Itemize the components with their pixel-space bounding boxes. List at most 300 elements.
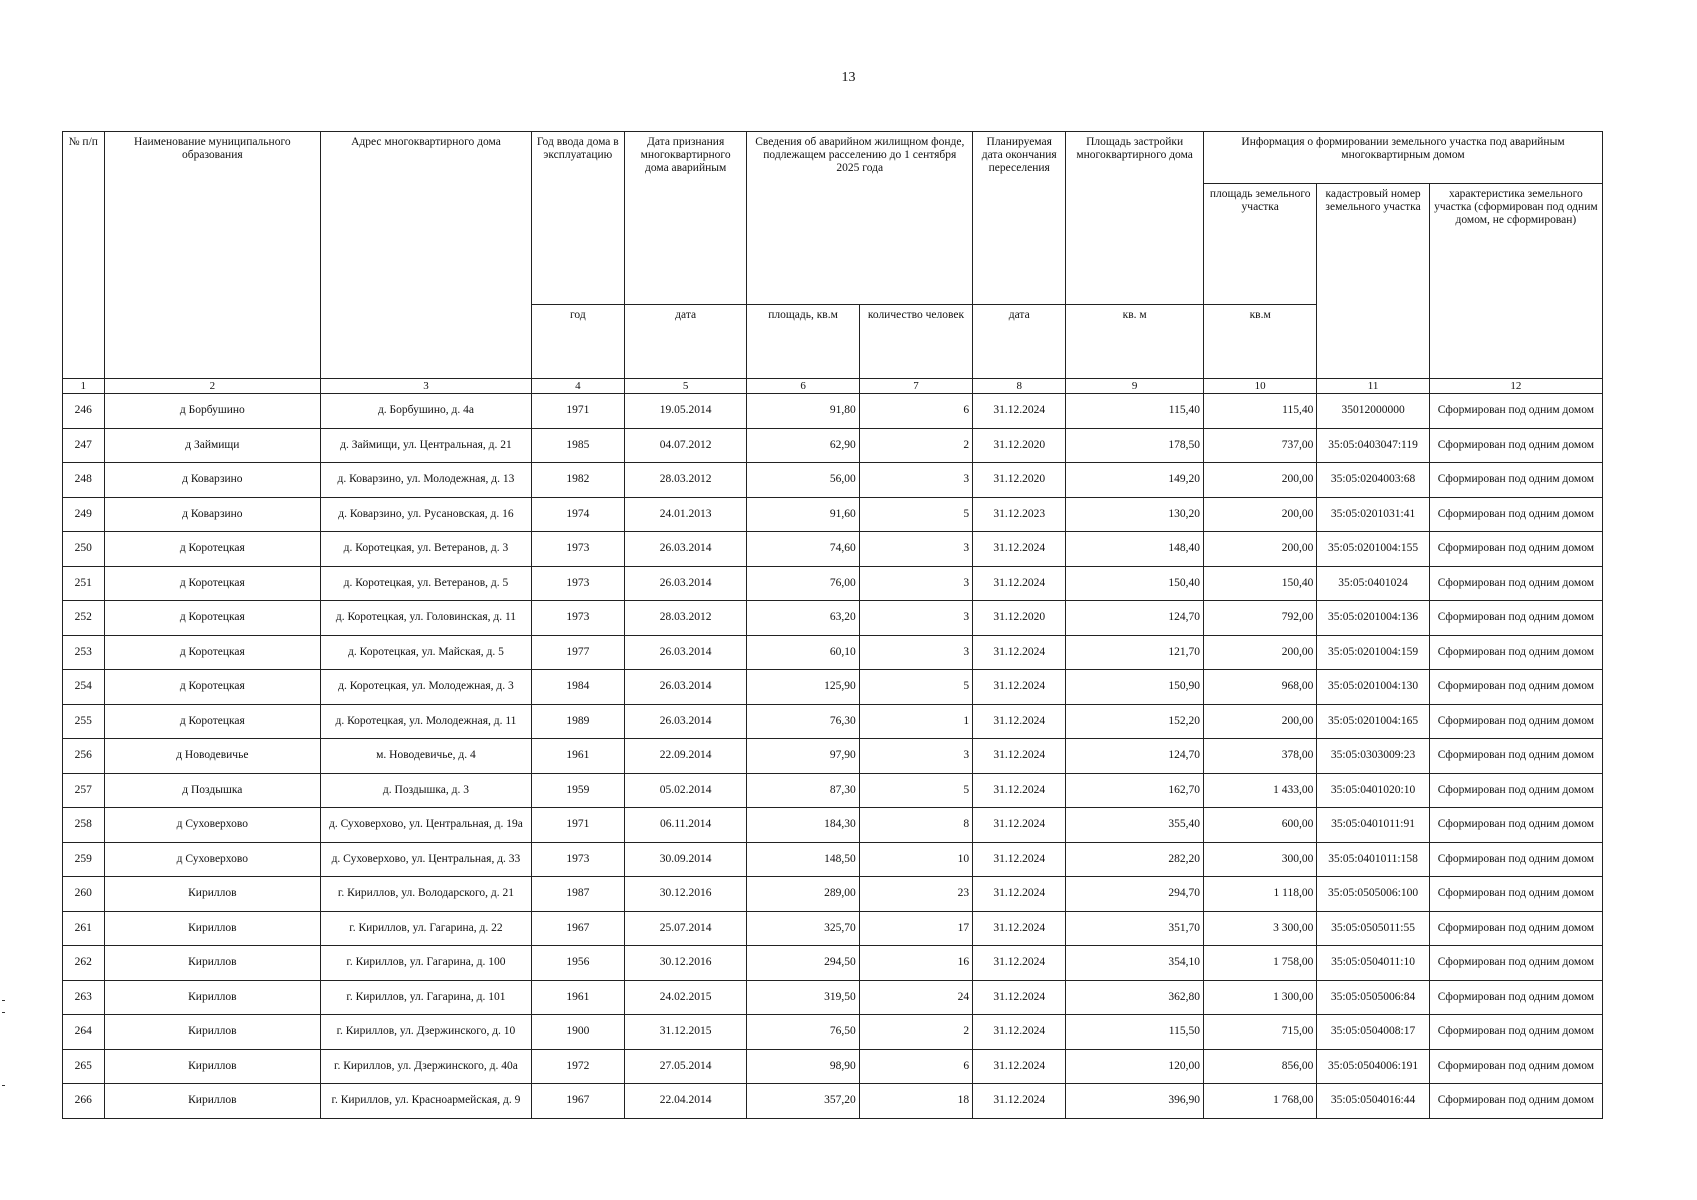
people-count-cell: 3 — [859, 463, 972, 498]
land-characteristic-cell: Сформирован под одним домом — [1429, 946, 1602, 981]
municipality-cell: д Коротецкая — [104, 601, 321, 636]
emergency-area-cell: 91,80 — [747, 394, 859, 429]
people-count-cell: 24 — [859, 980, 972, 1015]
unit-build-kvm: кв. м — [1066, 305, 1204, 379]
planned-end-date-cell: 31.12.2024 — [973, 635, 1066, 670]
row-number-cell: 247 — [63, 428, 105, 463]
cadastral-number-cell: 35:05:0401011:158 — [1317, 842, 1429, 877]
emergency-area-cell: 294,50 — [747, 946, 859, 981]
column-number: 1 — [63, 379, 105, 394]
address-cell: г. Кириллов, ул. Гагарина, д. 100 — [321, 946, 532, 981]
municipality-cell: Кириллов — [104, 1049, 321, 1084]
recognition-date-cell: 26.03.2014 — [624, 566, 747, 601]
address-cell: м. Новодевичье, д. 4 — [321, 739, 532, 774]
unit-land-kvm: кв.м — [1203, 305, 1316, 379]
header-land-info: Информация о формировании земельного участка под аварийным многоквартирным домом — [1203, 132, 1602, 184]
emergency-area-cell: 98,90 — [747, 1049, 859, 1084]
land-area-cell: 200,00 — [1203, 532, 1316, 567]
header-planned-end: Планируемая дата окончания переселения — [973, 132, 1066, 305]
land-area-cell: 150,40 — [1203, 566, 1316, 601]
column-number: 11 — [1317, 379, 1429, 394]
year-built-cell: 1971 — [531, 394, 624, 429]
unit-date: дата — [624, 305, 747, 379]
header-land-char: характеристика земельного участка (сформирован под одним домом, не сформирован) — [1429, 184, 1602, 379]
planned-end-date-cell: 31.12.2024 — [973, 670, 1066, 705]
land-characteristic-cell: Сформирован под одним домом — [1429, 980, 1602, 1015]
cadastral-number-cell: 35:05:0403047:119 — [1317, 428, 1429, 463]
planned-end-date-cell: 31.12.2024 — [973, 1015, 1066, 1050]
year-built-cell: 1972 — [531, 1049, 624, 1084]
land-area-cell: 856,00 — [1203, 1049, 1316, 1084]
table-row — [63, 911, 1603, 946]
column-number: 6 — [747, 379, 859, 394]
recognition-date-cell: 05.02.2014 — [624, 773, 747, 808]
row-number-cell: 260 — [63, 877, 105, 912]
table-row — [63, 497, 1603, 532]
land-area-cell: 200,00 — [1203, 497, 1316, 532]
land-area-cell: 600,00 — [1203, 808, 1316, 843]
planned-end-date-cell: 31.12.2024 — [973, 842, 1066, 877]
municipality-cell: Кириллов — [104, 1084, 321, 1119]
people-count-cell: 10 — [859, 842, 972, 877]
table-row — [63, 946, 1603, 981]
municipality-cell: д Коротецкая — [104, 670, 321, 705]
recognition-date-cell: 30.09.2014 — [624, 842, 747, 877]
land-area-cell: 715,00 — [1203, 1015, 1316, 1050]
table-row — [63, 1084, 1603, 1119]
row-number-cell: 257 — [63, 773, 105, 808]
land-characteristic-cell: Сформирован под одним домом — [1429, 601, 1602, 636]
municipality-cell: д Суховерхово — [104, 842, 321, 877]
recognition-date-cell: 06.11.2014 — [624, 808, 747, 843]
people-count-cell: 6 — [859, 394, 972, 429]
header-build-area: Площадь застройки многоквартирного дома — [1066, 132, 1204, 305]
land-area-cell: 737,00 — [1203, 428, 1316, 463]
table-row — [63, 394, 1603, 429]
build-area-cell: 150,40 — [1066, 566, 1204, 601]
address-cell: д. Коротецкая, ул. Головинская, д. 11 — [321, 601, 532, 636]
emergency-area-cell: 91,60 — [747, 497, 859, 532]
address-cell: д. Коротецкая, ул. Молодежная, д. 11 — [321, 704, 532, 739]
planned-end-date-cell: 31.12.2024 — [973, 394, 1066, 429]
land-characteristic-cell: Сформирован под одним домом — [1429, 1015, 1602, 1050]
build-area-cell: 162,70 — [1066, 773, 1204, 808]
recognition-date-cell: 26.03.2014 — [624, 670, 747, 705]
table-row — [63, 980, 1603, 1015]
recognition-date-cell: 22.04.2014 — [624, 1084, 747, 1119]
scan-mark — [2, 1085, 5, 1086]
year-built-cell: 1961 — [531, 739, 624, 774]
municipality-cell: д Коварзино — [104, 463, 321, 498]
table-row — [63, 877, 1603, 912]
table-row — [63, 1049, 1603, 1084]
cadastral-number-cell: 35:05:0401020:10 — [1317, 773, 1429, 808]
year-built-cell: 1974 — [531, 497, 624, 532]
planned-end-date-cell: 31.12.2024 — [973, 911, 1066, 946]
build-area-cell: 121,70 — [1066, 635, 1204, 670]
municipality-cell: Кириллов — [104, 877, 321, 912]
header-address: Адрес многоквартирного дома — [321, 132, 532, 379]
land-characteristic-cell: Сформирован под одним домом — [1429, 1084, 1602, 1119]
address-cell: г. Кириллов, ул. Дзержинского, д. 40а — [321, 1049, 532, 1084]
header-cadastral: кадастровый номер земельного участка — [1317, 184, 1429, 379]
emergency-area-cell: 62,90 — [747, 428, 859, 463]
emergency-area-cell: 148,50 — [747, 842, 859, 877]
planned-end-date-cell: 31.12.2020 — [973, 463, 1066, 498]
build-area-cell: 355,40 — [1066, 808, 1204, 843]
year-built-cell: 1959 — [531, 773, 624, 808]
column-number: 9 — [1066, 379, 1204, 394]
emergency-housing-table — [62, 131, 1603, 1119]
cadastral-number-cell: 35:05:0201004:155 — [1317, 532, 1429, 567]
land-characteristic-cell: Сформирован под одним домом — [1429, 428, 1602, 463]
year-built-cell: 1967 — [531, 911, 624, 946]
municipality-cell: Кириллов — [104, 1015, 321, 1050]
land-area-cell: 1 433,00 — [1203, 773, 1316, 808]
table-row — [63, 428, 1603, 463]
table-row — [63, 808, 1603, 843]
land-area-cell: 1 758,00 — [1203, 946, 1316, 981]
people-count-cell: 5 — [859, 773, 972, 808]
emergency-area-cell: 319,50 — [747, 980, 859, 1015]
row-number-cell: 251 — [63, 566, 105, 601]
planned-end-date-cell: 31.12.2024 — [973, 946, 1066, 981]
build-area-cell: 178,50 — [1066, 428, 1204, 463]
cadastral-number-cell: 35:05:0201004:136 — [1317, 601, 1429, 636]
land-characteristic-cell: Сформирован под одним домом — [1429, 911, 1602, 946]
people-count-cell: 1 — [859, 704, 972, 739]
land-area-cell: 1 118,00 — [1203, 877, 1316, 912]
address-cell: г. Кириллов, ул. Гагарина, д. 22 — [321, 911, 532, 946]
unit-year: год — [531, 305, 624, 379]
land-characteristic-cell: Сформирован под одним домом — [1429, 497, 1602, 532]
emergency-area-cell: 76,00 — [747, 566, 859, 601]
people-count-cell: 3 — [859, 532, 972, 567]
build-area-cell: 115,40 — [1066, 394, 1204, 429]
municipality-cell: д Коротецкая — [104, 704, 321, 739]
address-cell: д. Коварзино, ул. Молодежная, д. 13 — [321, 463, 532, 498]
build-area-cell: 354,10 — [1066, 946, 1204, 981]
build-area-cell: 150,90 — [1066, 670, 1204, 705]
table-row — [63, 1015, 1603, 1050]
year-built-cell: 1984 — [531, 670, 624, 705]
emergency-area-cell: 289,00 — [747, 877, 859, 912]
year-built-cell: 1973 — [531, 566, 624, 601]
row-number-cell: 256 — [63, 739, 105, 774]
emergency-area-cell: 76,50 — [747, 1015, 859, 1050]
land-characteristic-cell: Сформирован под одним домом — [1429, 773, 1602, 808]
planned-end-date-cell: 31.12.2024 — [973, 739, 1066, 774]
land-area-cell: 200,00 — [1203, 635, 1316, 670]
recognition-date-cell: 26.03.2014 — [624, 704, 747, 739]
build-area-cell: 124,70 — [1066, 739, 1204, 774]
planned-end-date-cell: 31.12.2020 — [973, 601, 1066, 636]
cadastral-number-cell: 35:05:0504008:17 — [1317, 1015, 1429, 1050]
people-count-cell: 6 — [859, 1049, 972, 1084]
land-area-cell: 968,00 — [1203, 670, 1316, 705]
row-number-cell: 246 — [63, 394, 105, 429]
emergency-area-cell: 357,20 — [747, 1084, 859, 1119]
year-built-cell: 1973 — [531, 842, 624, 877]
municipality-cell: д Коротецкая — [104, 532, 321, 567]
table-row — [63, 635, 1603, 670]
cadastral-number-cell: 35:05:0504016:44 — [1317, 1084, 1429, 1119]
column-number: 12 — [1429, 379, 1602, 394]
cadastral-number-cell: 35:05:0504006:191 — [1317, 1049, 1429, 1084]
column-number: 4 — [531, 379, 624, 394]
land-characteristic-cell: Сформирован под одним домом — [1429, 463, 1602, 498]
row-number-cell: 248 — [63, 463, 105, 498]
column-number: 5 — [624, 379, 747, 394]
land-area-cell: 300,00 — [1203, 842, 1316, 877]
emergency-area-cell: 184,30 — [747, 808, 859, 843]
planned-end-date-cell: 31.12.2020 — [973, 428, 1066, 463]
municipality-cell: Кириллов — [104, 946, 321, 981]
emergency-area-cell: 76,30 — [747, 704, 859, 739]
cadastral-number-cell: 35:05:0401011:91 — [1317, 808, 1429, 843]
header-land-area: площадь земельного участка — [1203, 184, 1316, 305]
page-number: 13 — [841, 70, 856, 85]
table-row — [63, 601, 1603, 636]
land-characteristic-cell: Сформирован под одним домом — [1429, 842, 1602, 877]
land-characteristic-cell: Сформирован под одним домом — [1429, 532, 1602, 567]
people-count-cell: 23 — [859, 877, 972, 912]
row-number-cell: 258 — [63, 808, 105, 843]
header-municipality: Наименование муниципального образования — [104, 132, 321, 379]
row-number-cell: 264 — [63, 1015, 105, 1050]
land-characteristic-cell: Сформирован под одним домом — [1429, 808, 1602, 843]
column-number: 2 — [104, 379, 321, 394]
land-characteristic-cell: Сформирован под одним домом — [1429, 670, 1602, 705]
people-count-cell: 8 — [859, 808, 972, 843]
planned-end-date-cell: 31.12.2023 — [973, 497, 1066, 532]
municipality-cell: Кириллов — [104, 911, 321, 946]
people-count-cell: 5 — [859, 497, 972, 532]
row-number-cell: 252 — [63, 601, 105, 636]
row-number-cell: 265 — [63, 1049, 105, 1084]
table-row — [63, 463, 1603, 498]
table-row — [63, 842, 1603, 877]
address-cell: д. Коротецкая, ул. Майская, д. 5 — [321, 635, 532, 670]
cadastral-number-cell: 35:05:0505006:84 — [1317, 980, 1429, 1015]
recognition-date-cell: 22.09.2014 — [624, 739, 747, 774]
recognition-date-cell: 04.07.2012 — [624, 428, 747, 463]
column-number: 10 — [1203, 379, 1316, 394]
build-area-cell: 115,50 — [1066, 1015, 1204, 1050]
address-cell: г. Кириллов, ул. Красноармейская, д. 9 — [321, 1084, 532, 1119]
year-built-cell: 1985 — [531, 428, 624, 463]
build-area-cell: 120,00 — [1066, 1049, 1204, 1084]
row-number-cell: 261 — [63, 911, 105, 946]
planned-end-date-cell: 31.12.2024 — [973, 566, 1066, 601]
recognition-date-cell: 24.02.2015 — [624, 980, 747, 1015]
header-num: № п/п — [63, 132, 105, 379]
scan-mark — [2, 1000, 5, 1001]
row-number-cell: 250 — [63, 532, 105, 567]
planned-end-date-cell: 31.12.2024 — [973, 1049, 1066, 1084]
recognition-date-cell: 28.03.2012 — [624, 601, 747, 636]
people-count-cell: 3 — [859, 739, 972, 774]
build-area-cell: 148,40 — [1066, 532, 1204, 567]
build-area-cell: 362,80 — [1066, 980, 1204, 1015]
build-area-cell: 282,20 — [1066, 842, 1204, 877]
row-number-cell: 262 — [63, 946, 105, 981]
header-emergency-info: Сведения об аварийном жилищном фонде, подлежащем расселению до 1 сентября 2025 года — [747, 132, 973, 305]
cadastral-number-cell: 35:05:0401024 — [1317, 566, 1429, 601]
recognition-date-cell: 28.03.2012 — [624, 463, 747, 498]
scan-mark — [2, 1012, 5, 1013]
table-body — [63, 394, 1603, 1119]
year-built-cell: 1973 — [531, 532, 624, 567]
municipality-cell: д Борбушино — [104, 394, 321, 429]
unit-people: количество человек — [859, 305, 972, 379]
address-cell: д. Поздышка, д. 3 — [321, 773, 532, 808]
address-cell: г. Кириллов, ул. Гагарина, д. 101 — [321, 980, 532, 1015]
land-characteristic-cell: Сформирован под одним домом — [1429, 394, 1602, 429]
cadastral-number-cell: 35:05:0303009:23 — [1317, 739, 1429, 774]
table-row — [63, 704, 1603, 739]
year-built-cell: 1961 — [531, 980, 624, 1015]
year-built-cell: 1973 — [531, 601, 624, 636]
municipality-cell: д Поздышка — [104, 773, 321, 808]
municipality-cell: д Коварзино — [104, 497, 321, 532]
recognition-date-cell: 19.05.2014 — [624, 394, 747, 429]
land-area-cell: 378,00 — [1203, 739, 1316, 774]
address-cell: г. Кириллов, ул. Дзержинского, д. 10 — [321, 1015, 532, 1050]
recognition-date-cell: 24.01.2013 — [624, 497, 747, 532]
recognition-date-cell: 26.03.2014 — [624, 532, 747, 567]
table-row — [63, 532, 1603, 567]
cadastral-number-cell: 35:05:0505006:100 — [1317, 877, 1429, 912]
unit-date-end: дата — [973, 305, 1066, 379]
planned-end-date-cell: 31.12.2024 — [973, 773, 1066, 808]
address-cell: д. Коротецкая, ул. Ветеранов, д. 3 — [321, 532, 532, 567]
municipality-cell: д Коротецкая — [104, 566, 321, 601]
recognition-date-cell: 27.05.2014 — [624, 1049, 747, 1084]
land-characteristic-cell: Сформирован под одним домом — [1429, 1049, 1602, 1084]
cadastral-number-cell: 35:05:0505011:55 — [1317, 911, 1429, 946]
emergency-area-cell: 56,00 — [747, 463, 859, 498]
recognition-date-cell: 26.03.2014 — [624, 635, 747, 670]
row-number-cell: 263 — [63, 980, 105, 1015]
municipality-cell: д Новодевичье — [104, 739, 321, 774]
land-characteristic-cell: Сформирован под одним домом — [1429, 566, 1602, 601]
header-year-built: Год ввода дома в эксплуатацию — [531, 132, 624, 305]
land-area-cell: 200,00 — [1203, 704, 1316, 739]
year-built-cell: 1956 — [531, 946, 624, 981]
column-number-row — [63, 379, 1603, 394]
build-area-cell: 130,20 — [1066, 497, 1204, 532]
land-area-cell: 1 300,00 — [1203, 980, 1316, 1015]
emergency-area-cell: 63,20 — [747, 601, 859, 636]
build-area-cell: 351,70 — [1066, 911, 1204, 946]
land-area-cell: 115,40 — [1203, 394, 1316, 429]
build-area-cell: 124,70 — [1066, 601, 1204, 636]
planned-end-date-cell: 31.12.2024 — [973, 1084, 1066, 1119]
people-count-cell: 5 — [859, 670, 972, 705]
people-count-cell: 3 — [859, 566, 972, 601]
cadastral-number-cell: 35012000000 — [1317, 394, 1429, 429]
municipality-cell: д Коротецкая — [104, 635, 321, 670]
table-row — [63, 739, 1603, 774]
planned-end-date-cell: 31.12.2024 — [973, 704, 1066, 739]
emergency-area-cell: 325,70 — [747, 911, 859, 946]
address-cell: д. Суховерхово, ул. Центральная, д. 19а — [321, 808, 532, 843]
planned-end-date-cell: 31.12.2024 — [973, 532, 1066, 567]
people-count-cell: 16 — [859, 946, 972, 981]
emergency-area-cell: 74,60 — [747, 532, 859, 567]
cadastral-number-cell: 35:05:0201004:159 — [1317, 635, 1429, 670]
land-area-cell: 1 768,00 — [1203, 1084, 1316, 1119]
planned-end-date-cell: 31.12.2024 — [973, 980, 1066, 1015]
address-cell: д. Коротецкая, ул. Молодежная, д. 3 — [321, 670, 532, 705]
land-characteristic-cell: Сформирован под одним домом — [1429, 635, 1602, 670]
year-built-cell: 1971 — [531, 808, 624, 843]
address-cell: д. Коварзино, ул. Русановская, д. 16 — [321, 497, 532, 532]
planned-end-date-cell: 31.12.2024 — [973, 877, 1066, 912]
land-characteristic-cell: Сформирован под одним домом — [1429, 877, 1602, 912]
address-cell: д. Борбушино, д. 4а — [321, 394, 532, 429]
build-area-cell: 396,90 — [1066, 1084, 1204, 1119]
emergency-area-cell: 97,90 — [747, 739, 859, 774]
cadastral-number-cell: 35:05:0201004:130 — [1317, 670, 1429, 705]
municipality-cell: д Суховерхово — [104, 808, 321, 843]
build-area-cell: 149,20 — [1066, 463, 1204, 498]
emergency-area-cell: 125,90 — [747, 670, 859, 705]
table-row — [63, 566, 1603, 601]
cadastral-number-cell: 35:05:0204003:68 — [1317, 463, 1429, 498]
emergency-area-cell: 60,10 — [747, 635, 859, 670]
unit-area: площадь, кв.м — [747, 305, 859, 379]
cadastral-number-cell: 35:05:0201031:41 — [1317, 497, 1429, 532]
cadastral-number-cell: 35:05:0504011:10 — [1317, 946, 1429, 981]
recognition-date-cell: 30.12.2016 — [624, 946, 747, 981]
address-cell: г. Кириллов, ул. Володарского, д. 21 — [321, 877, 532, 912]
row-number-cell: 266 — [63, 1084, 105, 1119]
column-number: 3 — [321, 379, 532, 394]
land-area-cell: 200,00 — [1203, 463, 1316, 498]
recognition-date-cell: 25.07.2014 — [624, 911, 747, 946]
row-number-cell: 253 — [63, 635, 105, 670]
municipality-cell: Кириллов — [104, 980, 321, 1015]
municipality-cell: д Займищи — [104, 428, 321, 463]
year-built-cell: 1900 — [531, 1015, 624, 1050]
recognition-date-cell: 30.12.2016 — [624, 877, 747, 912]
land-characteristic-cell: Сформирован под одним домом — [1429, 739, 1602, 774]
build-area-cell: 294,70 — [1066, 877, 1204, 912]
column-number: 7 — [859, 379, 972, 394]
year-built-cell: 1989 — [531, 704, 624, 739]
row-number-cell: 255 — [63, 704, 105, 739]
year-built-cell: 1982 — [531, 463, 624, 498]
address-cell: д. Суховерхово, ул. Центральная, д. 33 — [321, 842, 532, 877]
year-built-cell: 1987 — [531, 877, 624, 912]
table-row — [63, 670, 1603, 705]
row-number-cell: 259 — [63, 842, 105, 877]
address-cell: д. Коротецкая, ул. Ветеранов, д. 5 — [321, 566, 532, 601]
people-count-cell: 2 — [859, 428, 972, 463]
people-count-cell: 3 — [859, 635, 972, 670]
emergency-area-cell: 87,30 — [747, 773, 859, 808]
land-area-cell: 3 300,00 — [1203, 911, 1316, 946]
people-count-cell: 17 — [859, 911, 972, 946]
address-cell: д. Займищи, ул. Центральная, д. 21 — [321, 428, 532, 463]
planned-end-date-cell: 31.12.2024 — [973, 808, 1066, 843]
people-count-cell: 2 — [859, 1015, 972, 1050]
people-count-cell: 18 — [859, 1084, 972, 1119]
land-area-cell: 792,00 — [1203, 601, 1316, 636]
people-count-cell: 3 — [859, 601, 972, 636]
